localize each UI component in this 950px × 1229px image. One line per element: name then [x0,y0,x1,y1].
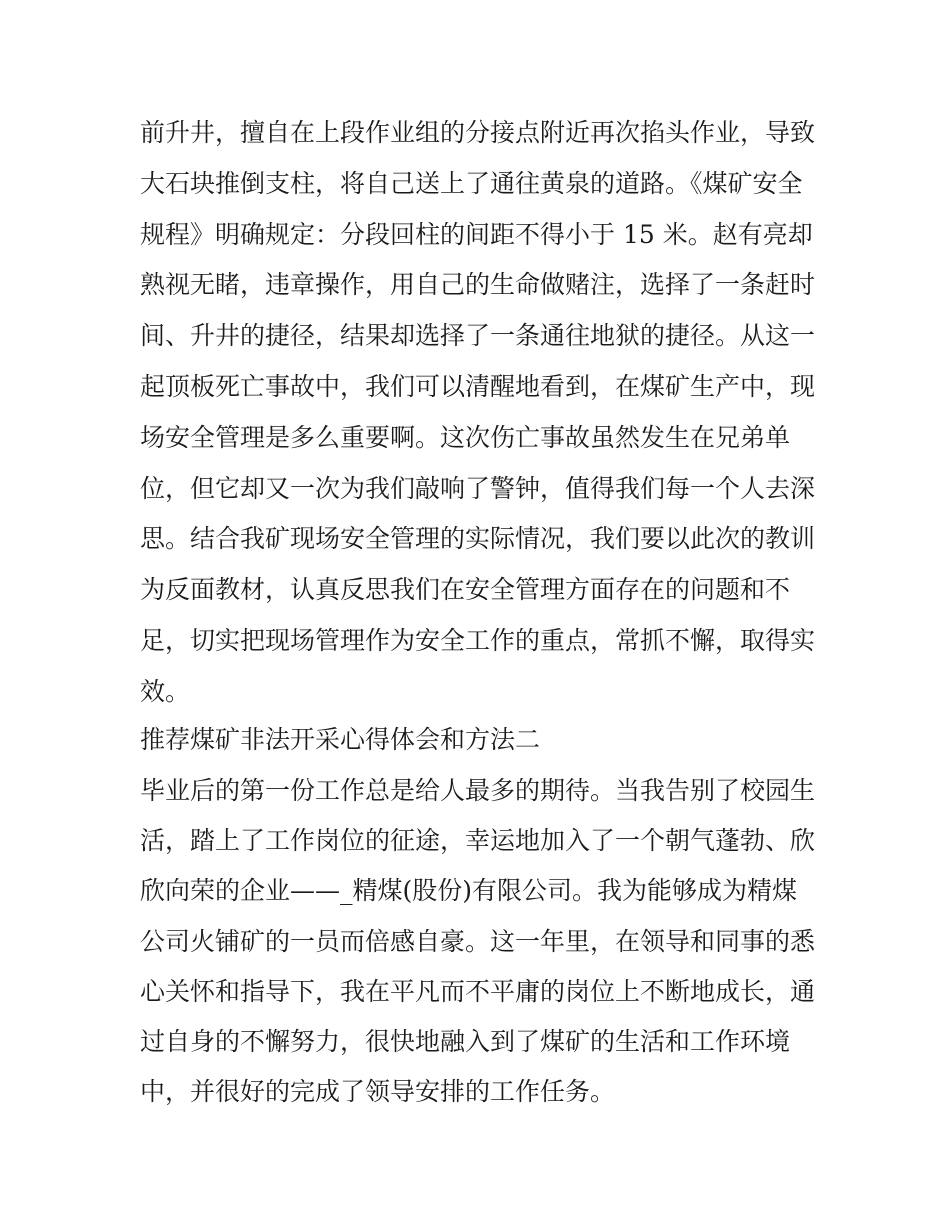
paragraph-1 [140,108,820,718]
paragraph-line: 欣向荣的企业——_精煤(股份)有限公司。我为能够成为精煤 [140,876,798,906]
paragraph-line: 熟视无睹，违章操作，用自己的生命做赌注，选择了一条赶时 [140,270,816,300]
paragraph-2 [140,766,820,1117]
paragraph-line: 活，踏上了工作岗位的征途，幸运地加入了一个朝气蓬勃、欣 [140,826,816,856]
paragraph-line: 足，切实把现场管理作为安全工作的重点，常抓不懈，取得实 [140,625,816,655]
paragraph-line: 场安全管理是多么重要啊。这次伤亡事故虽然发生在兄弟单 [140,422,791,452]
paragraph-line: 毕业后的第一份工作总是给人最多的期待。当我告别了校园生 [140,776,816,805]
paragraph-line: 公司火铺矿的一员而倍感自豪。这一年里，在领导和同事的悉 [140,926,816,956]
paragraph-line: 位，但它却又一次为我们敲响了警钟，值得我们每一个人去深 [140,473,816,503]
paragraph-line: 过自身的不懈努力，很快地融入到了煤矿的生活和工作环境 [140,1026,791,1056]
paragraph-line: 规程》明确规定：分段回柱的间距不得小于 15 米。赵有亮却 [140,219,813,249]
paragraph-line: 思。结合我矿现场安全管理的实际情况，我们要以此次的教训 [140,524,816,554]
paragraph-line: 效。 [140,676,191,706]
paragraph-line: 前升井，擅自在上段作业组的分接点附近再次掐头作业，导致 [140,118,816,147]
paragraph-line: 间、升井的捷径，结果却选择了一条通往地狱的捷径。从这一 [140,321,816,351]
paragraph-line: 心关怀和指导下，我在平凡而不平庸的岗位上不断地成长，通 [140,976,816,1006]
paragraph-line: 大石块推倒支柱，将自己送上了通往黄泉的道路。《煤矿安全 [140,168,803,198]
paragraph-line: 为反面教材，认真反思我们在安全管理方面存在的问题和不 [140,575,791,605]
paragraph-line: 中，并很好的完成了领导安排的工作任务。 [140,1077,616,1107]
section-heading: 推荐煤矿非法开采心得体会和方法二 [140,725,541,754]
paragraph-line: 起顶板死亡事故中，我们可以清醒地看到，在煤矿生产中，现 [140,371,816,401]
